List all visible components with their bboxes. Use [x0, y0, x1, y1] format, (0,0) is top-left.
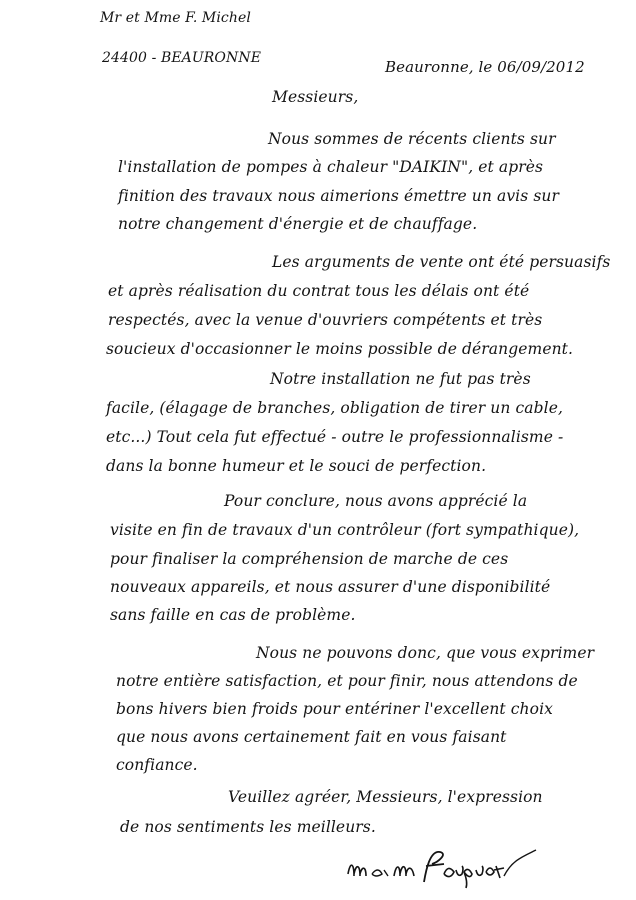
paragraph5-line: que nous avons certainement fait en vous faisant: [116, 728, 507, 746]
paragraph3-line: facile, (élagage de branches, obligation de tirer un cable,: [106, 399, 564, 417]
paragraph4-line: Pour conclure, nous avons apprécié la: [224, 492, 528, 510]
salutation: Messieurs,: [272, 88, 359, 106]
date-line: Beauronne, le 06/09/2012: [385, 58, 585, 76]
paragraph2-line: respectés, avec la venue d'ouvriers compétents et très: [108, 311, 543, 329]
closing-line: Veuillez agréer, Messieurs, l'expression: [228, 788, 543, 806]
paragraph5-line: Nous ne pouvons donc, que vous exprimer: [256, 644, 595, 662]
handwritten-signature: [340, 840, 540, 890]
paragraph5-line: bons hivers bien froids pour entériner l'excellent choix: [116, 700, 553, 718]
paragraph1-line: finition des travaux nous aimerions émettre un avis sur: [118, 187, 559, 205]
paragraph2-line: et après réalisation du contrat tous les délais ont été: [108, 282, 530, 300]
paragraph4-line: visite en fin de travaux d'un contrôleur (fort sympathique),: [110, 521, 580, 539]
sender-address: 24400 - BEAURONNE: [102, 50, 262, 66]
paragraph3-line: dans la bonne humeur et le souci de perfection.: [106, 457, 487, 475]
paragraph5-line: notre entière satisfaction, et pour finir, nous attendons de: [116, 672, 578, 690]
paragraph2-line: Les arguments de vente ont été persuasifs: [272, 253, 611, 271]
paragraph1-line: notre changement d'énergie et de chauffage.: [118, 215, 478, 233]
paragraph3-line: Notre installation ne fut pas très: [270, 370, 531, 388]
paragraph4-line: nouveaux appareils, et nous assurer d'une disponibilité: [110, 578, 551, 596]
sender-name: Mr et Mme F. Michel: [100, 10, 251, 26]
paragraph1-line: Nous sommes de récents clients sur: [268, 130, 556, 148]
paragraph1-line: l'installation de pompes à chaleur "DAIKIN", et après: [118, 158, 544, 176]
paragraph2-line: soucieux d'occasionner le moins possible de dérangement.: [106, 340, 574, 358]
paragraph3-line: etc...) Tout cela fut effectué - outre le professionnalisme -: [106, 428, 564, 446]
paragraph5-line: confiance.: [116, 756, 198, 774]
paragraph4-line: sans faille en cas de problème.: [110, 606, 356, 624]
paragraph4-line: pour finaliser la compréhension de marche de ces: [110, 550, 509, 568]
closing-line: de nos sentiments les meilleurs.: [120, 818, 376, 836]
